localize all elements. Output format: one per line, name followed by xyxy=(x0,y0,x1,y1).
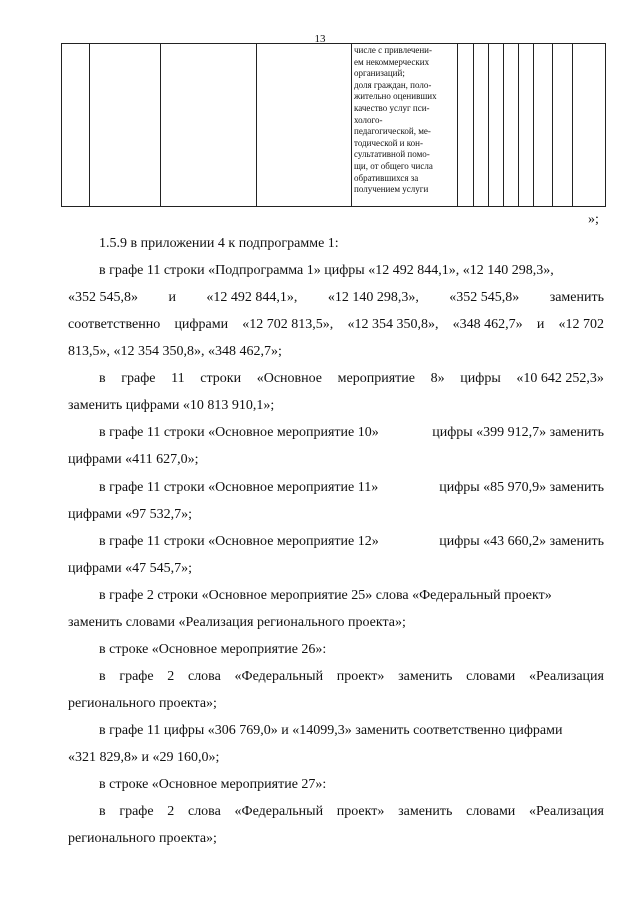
table-cell-line: доля граждан, поло- xyxy=(354,79,432,90)
table-column-divider xyxy=(518,44,519,206)
table-column-divider xyxy=(552,44,553,206)
table-column-divider xyxy=(160,44,161,206)
table-column-divider xyxy=(533,44,534,206)
paragraph-line: «352 545,8» и «12 492 844,1», «12 140 298,3», «352 545,8» заменить xyxy=(68,290,604,305)
paragraph-line: регионального проекта»; xyxy=(68,696,217,711)
table-cell-indicators xyxy=(354,45,466,196)
paragraph-line: «321 829,8» и «29 160,0»; xyxy=(68,750,220,765)
table-column-divider xyxy=(351,44,352,206)
table-cell-line: щи, от общего числа xyxy=(354,160,433,171)
table-closing-quote: »; xyxy=(588,212,599,227)
table-cell-line: педагогической, ме- xyxy=(354,126,431,137)
paragraph-line: в графе 11 строки «Основное мероприятие 11» цифры «85 970,9» заменить xyxy=(99,480,604,495)
paragraph-line: в строке «Основное мероприятие 26»: xyxy=(99,642,327,657)
paragraph-line: в графе 2 строки «Основное мероприятие 25» слова «Федеральный проект» xyxy=(99,588,552,603)
paragraph-line: в графе 11 строки «Основное мероприятие 8» цифры «10 642 252,3» xyxy=(99,371,604,386)
table-column-divider xyxy=(473,44,474,206)
paragraph-line: в графе 11 строки «Подпрограмма 1» цифры «12 492 844,1», «12 140 298,3», xyxy=(99,263,554,278)
table-cell-line: жительно оценивших xyxy=(354,91,437,102)
paragraph-line: в графе 11 строки «Основное мероприятие 12» цифры «43 660,2» заменить xyxy=(99,534,604,549)
paragraph-line: 813,5», «12 354 350,8», «348 462,7»; xyxy=(68,344,282,359)
table-column-divider xyxy=(256,44,257,206)
table-fragment xyxy=(61,43,606,207)
paragraph-line: цифрами «97 532,7»; xyxy=(68,507,193,522)
paragraph-line: в графе 2 слова «Федеральный проект» заменить словами «Реализация xyxy=(99,804,604,819)
table-cell-line: качество услуг пси- xyxy=(354,102,430,113)
section-heading: 1.5.9 в приложении 4 к подпрограмме 1: xyxy=(99,236,339,251)
table-cell-line: обратившихся за xyxy=(354,172,419,183)
paragraph-line: в строке «Основное мероприятие 27»: xyxy=(99,777,327,792)
table-column-divider xyxy=(488,44,489,206)
table-cell-line: ем некоммерческих xyxy=(354,56,430,67)
table-cell-line: получением услуги xyxy=(354,184,429,195)
table-cell-line: тодической и кон- xyxy=(354,137,423,148)
table-cell-line: организаций; xyxy=(354,68,405,79)
table-column-divider xyxy=(503,44,504,206)
paragraph-line: в графе 11 цифры «306 769,0» и «14099,3» заменить соответственно цифрами xyxy=(99,723,563,738)
table-column-divider xyxy=(572,44,573,206)
paragraph-line: в графе 11 строки «Основное мероприятие 10» цифры «399 912,7» заменить xyxy=(99,425,604,440)
paragraph-line: цифрами «47 545,7»; xyxy=(68,561,193,576)
table-cell-line: холого- xyxy=(354,114,383,125)
paragraph-line: регионального проекта»; xyxy=(68,831,217,846)
paragraph-line: цифрами «411 627,0»; xyxy=(68,452,199,467)
paragraph-line: заменить словами «Реализация регионального проекта»; xyxy=(68,615,406,630)
paragraph-line: соответственно цифрами «12 702 813,5», «12 354 350,8», «348 462,7» и «12 702 xyxy=(68,317,604,332)
page-number: 13 xyxy=(314,33,326,45)
paragraph-line: заменить цифрами «10 813 910,1»; xyxy=(68,398,275,413)
table-cell-line: числе с привлечени- xyxy=(354,45,432,55)
table-cell-line: сультативной помо- xyxy=(354,149,430,160)
table-column-divider xyxy=(89,44,90,206)
paragraph-line: в графе 2 слова «Федеральный проект» заменить словами «Реализация xyxy=(99,669,604,684)
